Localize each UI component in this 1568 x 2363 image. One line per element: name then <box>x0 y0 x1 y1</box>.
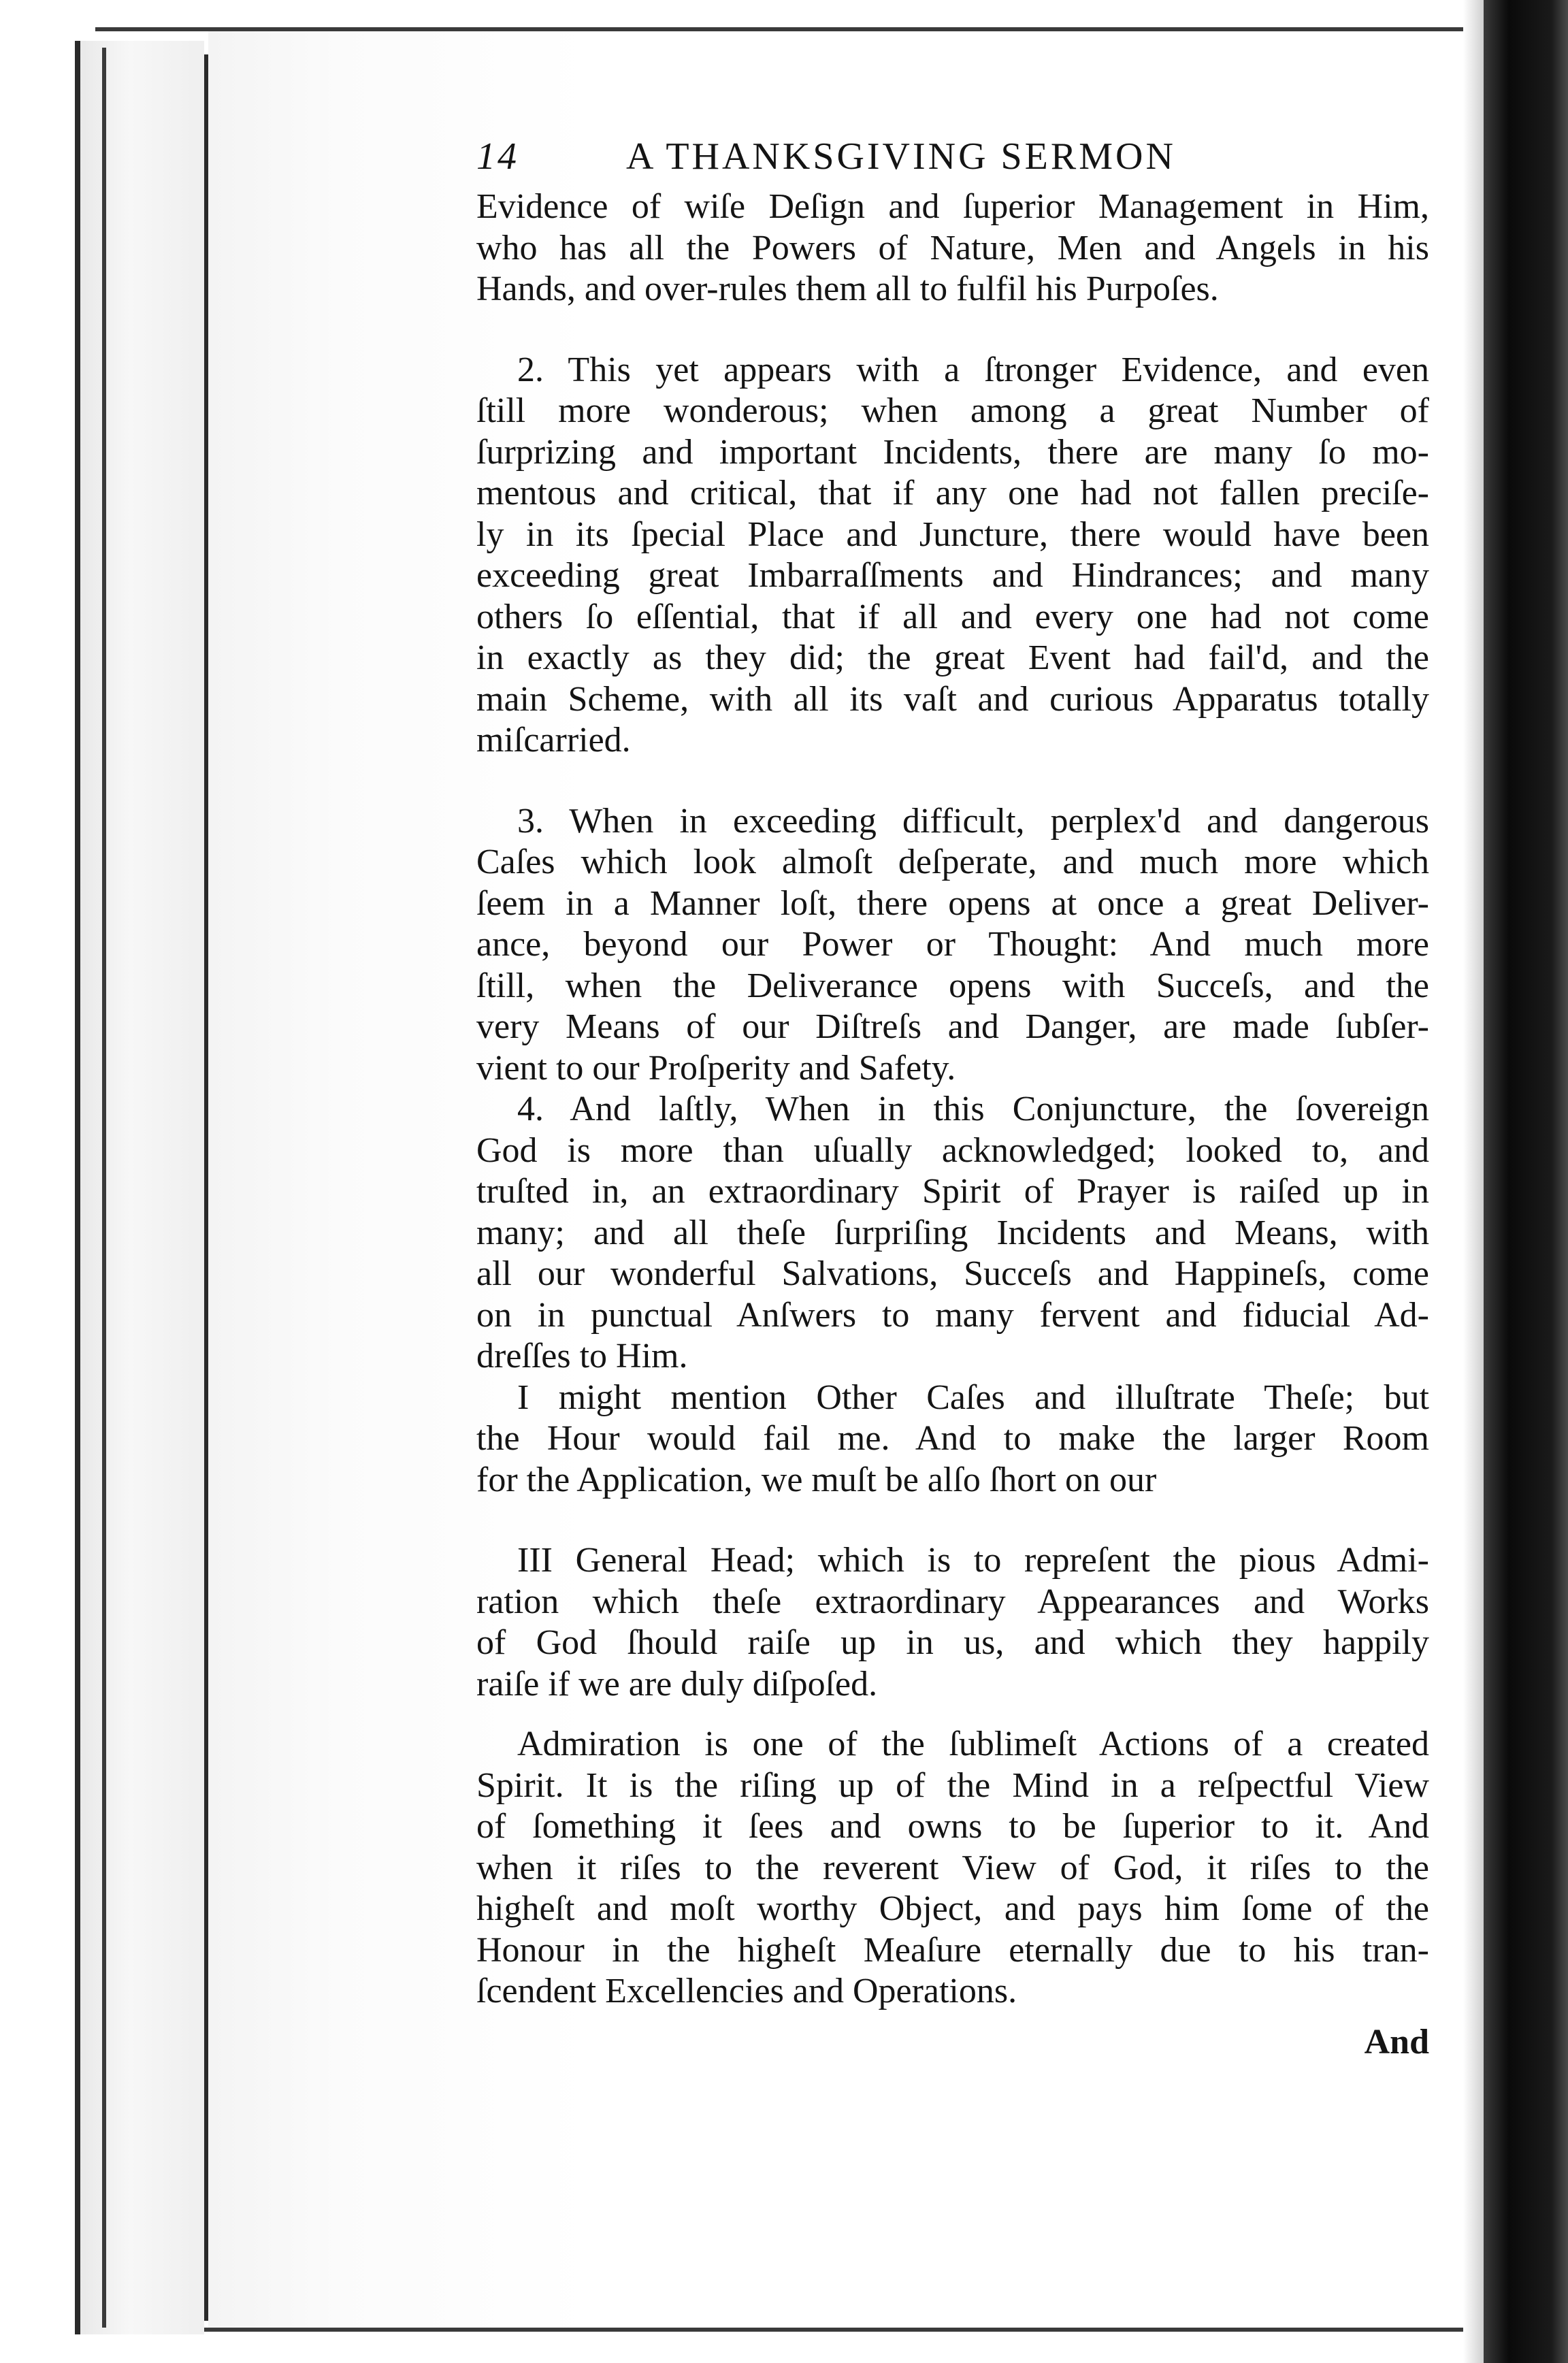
text-line: ly in its ſpecial Place and Juncture, there would have been <box>476 515 1429 554</box>
paragraph <box>476 1378 1429 1501</box>
text-line: mentous and critical, that if any one had not fallen preciſe- <box>476 474 1429 512</box>
text-line: ſcendent Excellencies and Operations. <box>476 1972 1017 2010</box>
text-line: Hands, and over-rules them all to fulfil his Purpoſes. <box>476 270 1219 308</box>
text-line: all our wonderful Salvations, Succeſs and Happineſs, come <box>476 1254 1429 1293</box>
running-head: A THANKSGIVING SERMON <box>626 135 1176 178</box>
paragraph <box>476 1724 1429 2012</box>
text-line: Spirit. It is the riſing up of the Mind in a reſpectful View <box>476 1765 1429 1805</box>
text-line: for the Application, we muſt be alſo ſhort on our <box>476 1460 1157 1499</box>
text-line: exceeding great Imbarraſſments and Hindrances; and many <box>476 556 1429 595</box>
text-line: when it riſes to the reverent View of God, it riſes to the <box>476 1848 1429 1887</box>
text-line: vient to our Proſperity and Safety. <box>476 1048 956 1088</box>
text-line: Honour in the higheſt Meaſure eternally due to his tran- <box>476 1930 1429 1970</box>
text-line: who has all the Powers of Nature, Men and Angels in his <box>476 228 1429 267</box>
page-bottom-edge <box>204 2328 1497 2332</box>
paragraph <box>476 1089 1429 1378</box>
text-line: on in punctual Anſwers to many fervent and fiducial Ad- <box>476 1295 1429 1335</box>
text-line: III General Head; which is to repreſent the pious Admi- <box>517 1541 1429 1580</box>
text-line: ſurprizing and important Incidents, there are many ſo mo- <box>476 432 1429 472</box>
page-header <box>476 136 1429 186</box>
paragraph <box>476 350 1429 762</box>
catchword: And <box>1364 2022 1429 2061</box>
text-line: ſtill, when the Deliverance opens with Succeſs, and the <box>476 966 1429 1005</box>
text-line: God is more than uſually acknowledged; looked to, and <box>476 1130 1429 1170</box>
text-line: ſtill more wonderous; when among a great Number of <box>476 391 1429 430</box>
text-line: ance, beyond our Power or Thought: And much more <box>476 925 1429 964</box>
text-line: 4. And laſtly, When in this Conjuncture, the ſovereign <box>517 1090 1429 1128</box>
page-number: 14 <box>476 135 519 178</box>
text-line: ſeem in a Manner loſt, there opens at once a great Deliver- <box>476 883 1429 923</box>
paragraph <box>476 801 1429 1090</box>
text-line: of God ſhould raiſe up in us, and which they happily <box>476 1623 1429 1662</box>
text-line: higheſt and moſt worthy Object, and pays him ſome of the <box>476 1889 1429 1928</box>
text-line: many; and all theſe ſurpriſing Incidents and Means, with <box>476 1213 1429 1252</box>
underlying-page-edges <box>80 41 204 2334</box>
text-line: I might mention Other Caſes and illuſtrate Theſe; but <box>517 1378 1429 1417</box>
text-line: of ſomething it ſees and owns to be ſuperior to it. And <box>476 1807 1429 1846</box>
text-line: raiſe if we are duly diſpoſed. <box>476 1664 878 1704</box>
text-line: in exactly as they did; the great Event had fail'd, and the <box>476 638 1429 677</box>
page-text <box>476 136 1429 2063</box>
text-line: 3. When in exceeding difficult, perplex'd and dangerous <box>517 801 1429 841</box>
book-spine-shadow <box>1484 0 1568 2363</box>
paragraph <box>476 1540 1429 1705</box>
page-edge-line <box>102 48 106 2328</box>
text-line: dreſſes to Him. <box>476 1337 688 1375</box>
text-line: the Hour would fail me. And to make the larger Room <box>476 1419 1429 1458</box>
page-edge-line <box>204 54 208 2321</box>
text-line: main Scheme, with all its vaſt and curious Apparatus totally <box>476 679 1429 719</box>
page-edge-line <box>75 41 80 2334</box>
text-line: Caſes which look almoſt deſperate, and much more which <box>476 843 1429 881</box>
paragraph <box>476 186 1429 310</box>
text-line: others ſo eſſential, that if all and every one had not come <box>476 597 1429 636</box>
text-line: Evidence of wiſe Deſign and ſuperior Management in Him, <box>476 187 1429 226</box>
text-line: very Means of our Diſtreſs and Danger, are made ſubſer- <box>476 1007 1429 1046</box>
text-line: truſted in, an extraordinary Spirit of Prayer is raiſed up in <box>476 1172 1429 1211</box>
text-line: 2. This yet appears with a ſtronger Evidence, and even <box>517 350 1429 389</box>
text-line: Admiration is one of the ſublimeſt Actions of a created <box>517 1725 1429 1763</box>
text-line: ration which theſe extraordinary Appearances and Works <box>476 1582 1429 1621</box>
text-line: miſcarried. <box>476 721 631 760</box>
spine-highlight <box>1463 0 1484 2363</box>
